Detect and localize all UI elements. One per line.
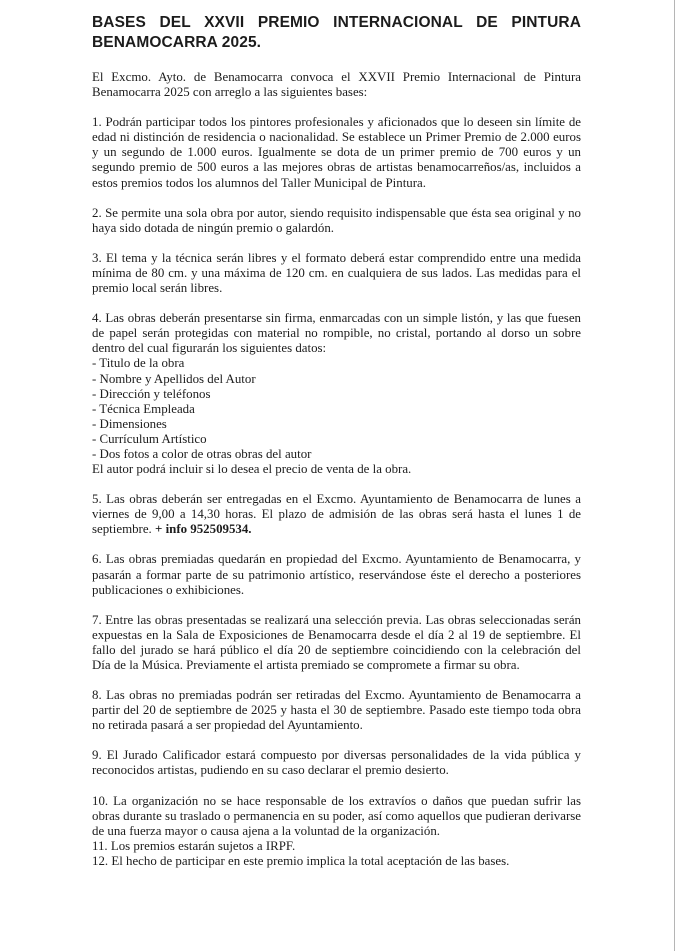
clause-4-item: - Titulo de la obra — [92, 356, 185, 371]
clause-3: 3. El tema y la técnica serán libres y el formato deberá estar comprendido entre una medida mínima de 80 cm. y una máxima de 120 cm. en cualquiera de sus lados. Las medidas para el premio local serán libres. — [92, 250, 581, 296]
clause-6: 6. Las obras premiadas quedarán en propiedad del Excmo. Ayuntamiento de Benamocarra, y pasarán a formar parte de su patrimonio artístico, reservándose éste el derecho a posteriores publicaciones o exhibiciones. — [92, 552, 581, 597]
clause-4-item: - Nombre y Apellidos del Autor — [92, 371, 256, 386]
page-edge-divider — [674, 0, 675, 951]
clause-5-text: 5. Las obras deberán ser entregadas en el Excmo. Ayuntamiento de Benamocarra de lunes a viernes de 9,00 a 14,30 horas. El plazo de admisión de las obras será hasta el lunes 1 de septiembre. — [92, 492, 581, 537]
clause-4-item: - Dirección y teléfonos — [92, 386, 211, 401]
clause-5 — [92, 492, 581, 537]
clause-4-item: - Dimensiones — [92, 416, 167, 431]
clause-5-phone-info: + info 952509534. — [155, 522, 252, 537]
clause-11: 11. Los premios estarán sujetos a IRPF. — [92, 838, 296, 853]
clause-4-item: - Dos fotos a color de otras obras del autor — [92, 446, 312, 461]
clause-1: 1. Podrán participar todos los pintores profesionales y aficionados que lo deseen sin límite de edad ni distinción de residencia o nacionalidad. Se establece un Primer Premio de 2.000 euros y un segundo de 1.000 euros. Igualmente se dota de un primer premio de 700 euros y un segundo premio de 500 euros a las mejores obras de artistas benamocarreños/as, incluidos a estos premios todos los alumnos del Taller Municipal de Pintura. — [92, 115, 581, 190]
intro-paragraph: El Excmo. Ayto. de Benamocarra convoca el XXVII Premio Internacional de Pintura Benamocarra 2025 con arreglo a las siguientes bases: — [92, 70, 581, 100]
clause-4 — [92, 311, 581, 477]
clause-7: 7. Entre las obras presentadas se realizará una selección previa. Las obras seleccionadas serán expuestas en la Sala de Exposiciones de Benamocarra desde el día 2 al 19 de septiembre. El fallo del jurado se hará público el día 20 de septiembre coincidiendo con la celebración del Día de la Música. Previamente el artista premiado se compromete a firmar su obra. — [92, 612, 581, 672]
clause-9: 9. El Jurado Calificador estará compuesto por diversas personalidades de la vida pública y reconocidos artistas, pudiendo en su caso declarar el premio desierto. — [92, 748, 581, 778]
clauses-10-12-block — [92, 794, 581, 869]
clause-4-note: El autor podrá incluir si lo desea el precio de venta de la obra. — [92, 462, 412, 477]
document-title: BASES DEL XXVII PREMIO INTERNACIONAL DE PINTURA BENAMOCARRA 2025. — [92, 14, 581, 51]
clause-4-item: - Currículum Artístico — [92, 431, 207, 446]
clause-12: 12. El hecho de participar en este premio implica la total aceptación de las bases. — [92, 853, 510, 868]
clause-10: 10. La organización no se hace responsable de los extravíos o daños que puedan sufrir las obras durante su traslado o permanencia en su poder, así como aquellos que pudieran derivarse de una fuerza mayor o causa ajena a la voluntad de la organización. — [92, 793, 581, 838]
clause-4-item: - Técnica Empleada — [92, 401, 195, 416]
document-page — [92, 13, 581, 869]
clause-2: 2. Se permite una sola obra por autor, siendo requisito indispensable que ésta sea original y no haya sido dotada de ningún premio o galardón. — [92, 205, 581, 235]
clause-8: 8. Las obras no premiadas podrán ser retiradas del Excmo. Ayuntamiento de Benamocarra a partir del 20 de septiembre de 2025 y hasta el 30 de septiembre. Pasado este tiempo toda obra no retirada pasará a ser propiedad del Ayuntamiento. — [92, 688, 581, 733]
clause-4-intro: 4. Las obras deberán presentarse sin firma, enmarcadas con un simple listón, y las que fuesen de papel serán protegidas con material no rompible, no cristal, portando al dorso un sobre dentro del cual figurarán los siguientes datos: — [92, 311, 581, 356]
